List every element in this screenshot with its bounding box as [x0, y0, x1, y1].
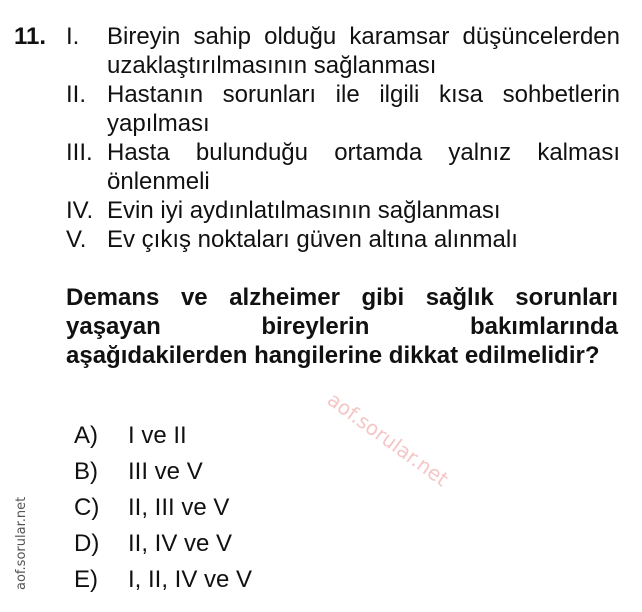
statement-numeral: II. [66, 81, 87, 108]
option-text: I, II, IV ve V [128, 566, 253, 593]
statement-text: Ev çıkış noktaları güven altına alınmalı [107, 226, 518, 253]
statement-item [66, 80, 620, 138]
option-text: III ve V [128, 458, 203, 485]
answer-option-a[interactable] [74, 418, 252, 454]
statement-text: Evin iyi aydınlatılmasının sağlanması [107, 197, 501, 224]
answer-option-e[interactable] [74, 562, 252, 598]
statement-numeral: I. [66, 23, 80, 50]
statement-item [66, 22, 620, 80]
watermark-side: aof.sorular.net [14, 496, 29, 590]
statement-item [66, 196, 620, 225]
option-letter: A) [74, 422, 98, 449]
statement-text: Bireyin sahip olduğu karamsar düşüncelerden uzaklaştırılmasının sağlanması [107, 23, 620, 79]
answer-option-b[interactable] [74, 454, 252, 490]
statement-text: Hastanın sorunları ile ilgili kısa sohbetlerin yapılması [107, 81, 620, 137]
statement-list [66, 22, 620, 254]
statement-text: Hasta bulunduğu ortamda yalnız kalması önlenmeli [107, 139, 620, 195]
answer-option-c[interactable] [74, 490, 252, 526]
question-stem: Demans ve alzheimer gibi sağlık sorunları yaşayan bireylerin bakımlarında aşağıdakilerden hangilerine dikkat edilmelidir? [66, 284, 618, 369]
option-letter: C) [74, 494, 100, 521]
answer-option-d[interactable] [74, 526, 252, 562]
option-text: II, IV ve V [128, 530, 233, 557]
option-text: II, III ve V [128, 494, 230, 521]
option-letter: B) [74, 458, 98, 485]
statement-numeral: III. [66, 139, 93, 166]
answer-options [74, 418, 252, 598]
statement-numeral: V. [66, 226, 87, 253]
statement-numeral: IV. [66, 197, 94, 224]
option-text: I ve II [128, 422, 187, 449]
question-number: 11. [14, 23, 47, 50]
option-letter: D) [74, 530, 100, 557]
statement-item [66, 225, 620, 254]
watermark-diagonal: aof.sorular.net [322, 387, 454, 491]
statement-item [66, 138, 620, 196]
option-letter: E) [74, 566, 98, 593]
